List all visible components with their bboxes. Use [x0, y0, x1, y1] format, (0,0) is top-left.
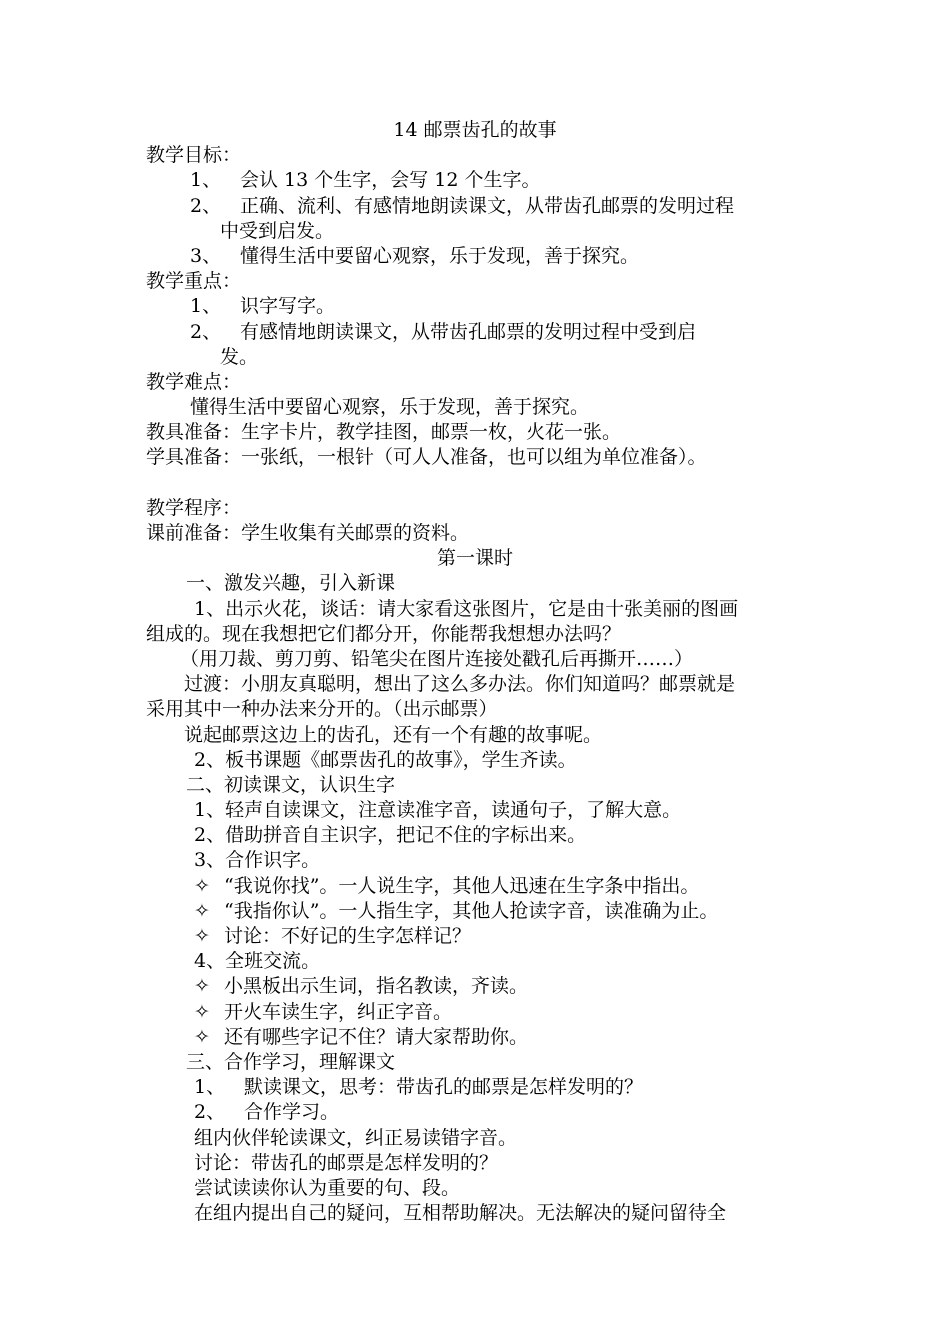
bullet-icon: ✧: [194, 1025, 210, 1048]
pre-class-prep: 课前准备：学生收集有关邮票的资料。: [146, 522, 470, 544]
part3-sub-1: 组内伙伴轮读课文，纠正易读错字音。: [194, 1126, 518, 1149]
bullet-text: 还有哪些字记不住？请大家帮助你。: [224, 1025, 529, 1048]
part2-step3: 3、合作识字。: [194, 849, 321, 872]
goal-item-3-text: 懂得生活中要留心观察，乐于发现，善于探究。: [240, 244, 640, 267]
bullet-item: [0, 899, 950, 924]
bullet-item: [0, 1025, 950, 1050]
part3-heading: 三、合作学习，理解课文: [186, 1050, 396, 1073]
part3-item-2-text: 合作学习。: [244, 1101, 340, 1124]
goal-item-3-num: 3、: [190, 244, 222, 267]
difficulties-text: 懂得生活中要留心观察，乐于发现，善于探究。: [190, 396, 590, 419]
bullet-text: 讨论：不好记的生字怎样记？: [224, 925, 472, 947]
part3-sub-3: 尝试读读你认为重要的句、段。: [194, 1176, 461, 1199]
part3-item-2: [0, 1100, 950, 1125]
part3-item-1-text: 默读课文，思考：带齿孔的邮票是怎样发明的？: [244, 1076, 644, 1099]
bullet-text: “我说你找”。一人说生字，其他人迅速在生字条中指出。: [224, 874, 700, 897]
part1-heading: 一、激发兴趣，引入新课: [186, 572, 396, 595]
part2-step2: 2、借助拼音自主识字，把记不住的字标出来。: [194, 824, 587, 847]
goal-item-1-num: 1、: [190, 169, 222, 192]
part2-step1: 1、轻声自读课文，注意读准字音，读通句子，了解大意。: [194, 799, 682, 822]
bullet-icon: ✧: [194, 925, 210, 947]
part1-p1-line1: 1、出示火花，谈话：请大家看这张图片，它是由十张美丽的图画: [194, 597, 739, 620]
part3-item-2-num: 2、: [194, 1101, 226, 1124]
goal-item-1-text: 会认 13 个生字，会写 12 个生字。: [240, 169, 541, 192]
part3-sub-4: 在组内提出自己的疑问，互相帮助解决。无法解决的疑问留待全: [194, 1202, 727, 1225]
goals-heading: 教学目标：: [146, 144, 242, 167]
keypoints-heading: 教学重点：: [146, 270, 242, 293]
procedure-heading: 教学程序：: [146, 496, 242, 519]
part2-step4: 4、全班交流。: [194, 950, 321, 973]
bullet-icon: ✧: [194, 899, 210, 922]
goal-item-2-num: 2、: [190, 194, 222, 217]
bullet-icon: ✧: [194, 874, 210, 897]
part1-p4: 说起邮票这边上的齿孔，还有一个有趣的故事呢。: [184, 723, 603, 746]
goal-item-3: [0, 244, 950, 269]
bullet-text: 小黑板出示生词，指名教读，齐读。: [224, 975, 529, 998]
document-title: 14 邮票齿孔的故事: [393, 119, 557, 141]
keypoint-item-1-text: 识字写字。: [240, 295, 336, 318]
bullet-item: [0, 874, 950, 899]
bullet-item: [0, 974, 950, 999]
part3-item-1: [0, 1075, 950, 1100]
teacher-prep: 教具准备：生字卡片，教学挂图，邮票一枚，火花一张。: [146, 421, 622, 444]
bullet-item: [0, 1000, 950, 1025]
part1-p3-line1: 过渡：小朋友真聪明，想出了这么多办法。你们知道吗？邮票就是: [184, 673, 736, 696]
goal-item-2-text: 正确、流利、有感情地朗读课文，从带齿孔邮票的发明过程: [240, 194, 735, 217]
part3-sub-2: 讨论：带齿孔的邮票是怎样发明的？: [194, 1151, 499, 1174]
keypoint-item-2-num: 2、: [190, 320, 222, 343]
part1-p1-line2: 组成的。现在我想把它们都分开，你能帮我想想办法吗？: [146, 622, 622, 645]
bullet-text: 开火车读生字，纠正字音。: [224, 1000, 453, 1023]
goal-item-2-cont: 中受到启发。: [220, 219, 335, 242]
student-prep: 学具准备：一张纸，一根针（可人人准备，也可以组为单位准备）。: [146, 446, 707, 469]
keypoint-item-1: [0, 294, 950, 319]
bullet-item: [0, 924, 950, 949]
part1-p5: 2、板书课题《邮票齿孔的故事》，学生齐读。: [194, 748, 577, 771]
bullet-icon: ✧: [194, 1000, 210, 1023]
keypoint-item-2-cont: 发。: [220, 345, 259, 368]
part2-heading: 二、初读课文，认识生字: [186, 773, 396, 796]
part1-p2: （用刀裁、剪刀剪、铅笔尖在图片连接处戳孔后再撕开……）: [180, 647, 694, 670]
keypoint-item-2: [0, 320, 950, 345]
lesson-title: 第一课时: [436, 547, 513, 570]
bullet-text: “我指你认”。一人指生字，其他人抢读字音，读准确为止。: [224, 899, 719, 922]
goal-item-2: [0, 194, 950, 219]
difficulties-heading: 教学难点：: [146, 370, 242, 393]
keypoint-item-2-text: 有感情地朗读课文，从带齿孔邮票的发明过程中受到启: [240, 320, 697, 343]
part1-p3-line2: 采用其中一种办法来分开的。（出示邮票）: [146, 698, 498, 721]
keypoint-item-1-num: 1、: [190, 295, 222, 318]
bullet-icon: ✧: [194, 975, 210, 998]
goal-item-1: [0, 168, 950, 193]
part3-item-1-num: 1、: [194, 1076, 226, 1099]
blank-line: [0, 471, 950, 496]
